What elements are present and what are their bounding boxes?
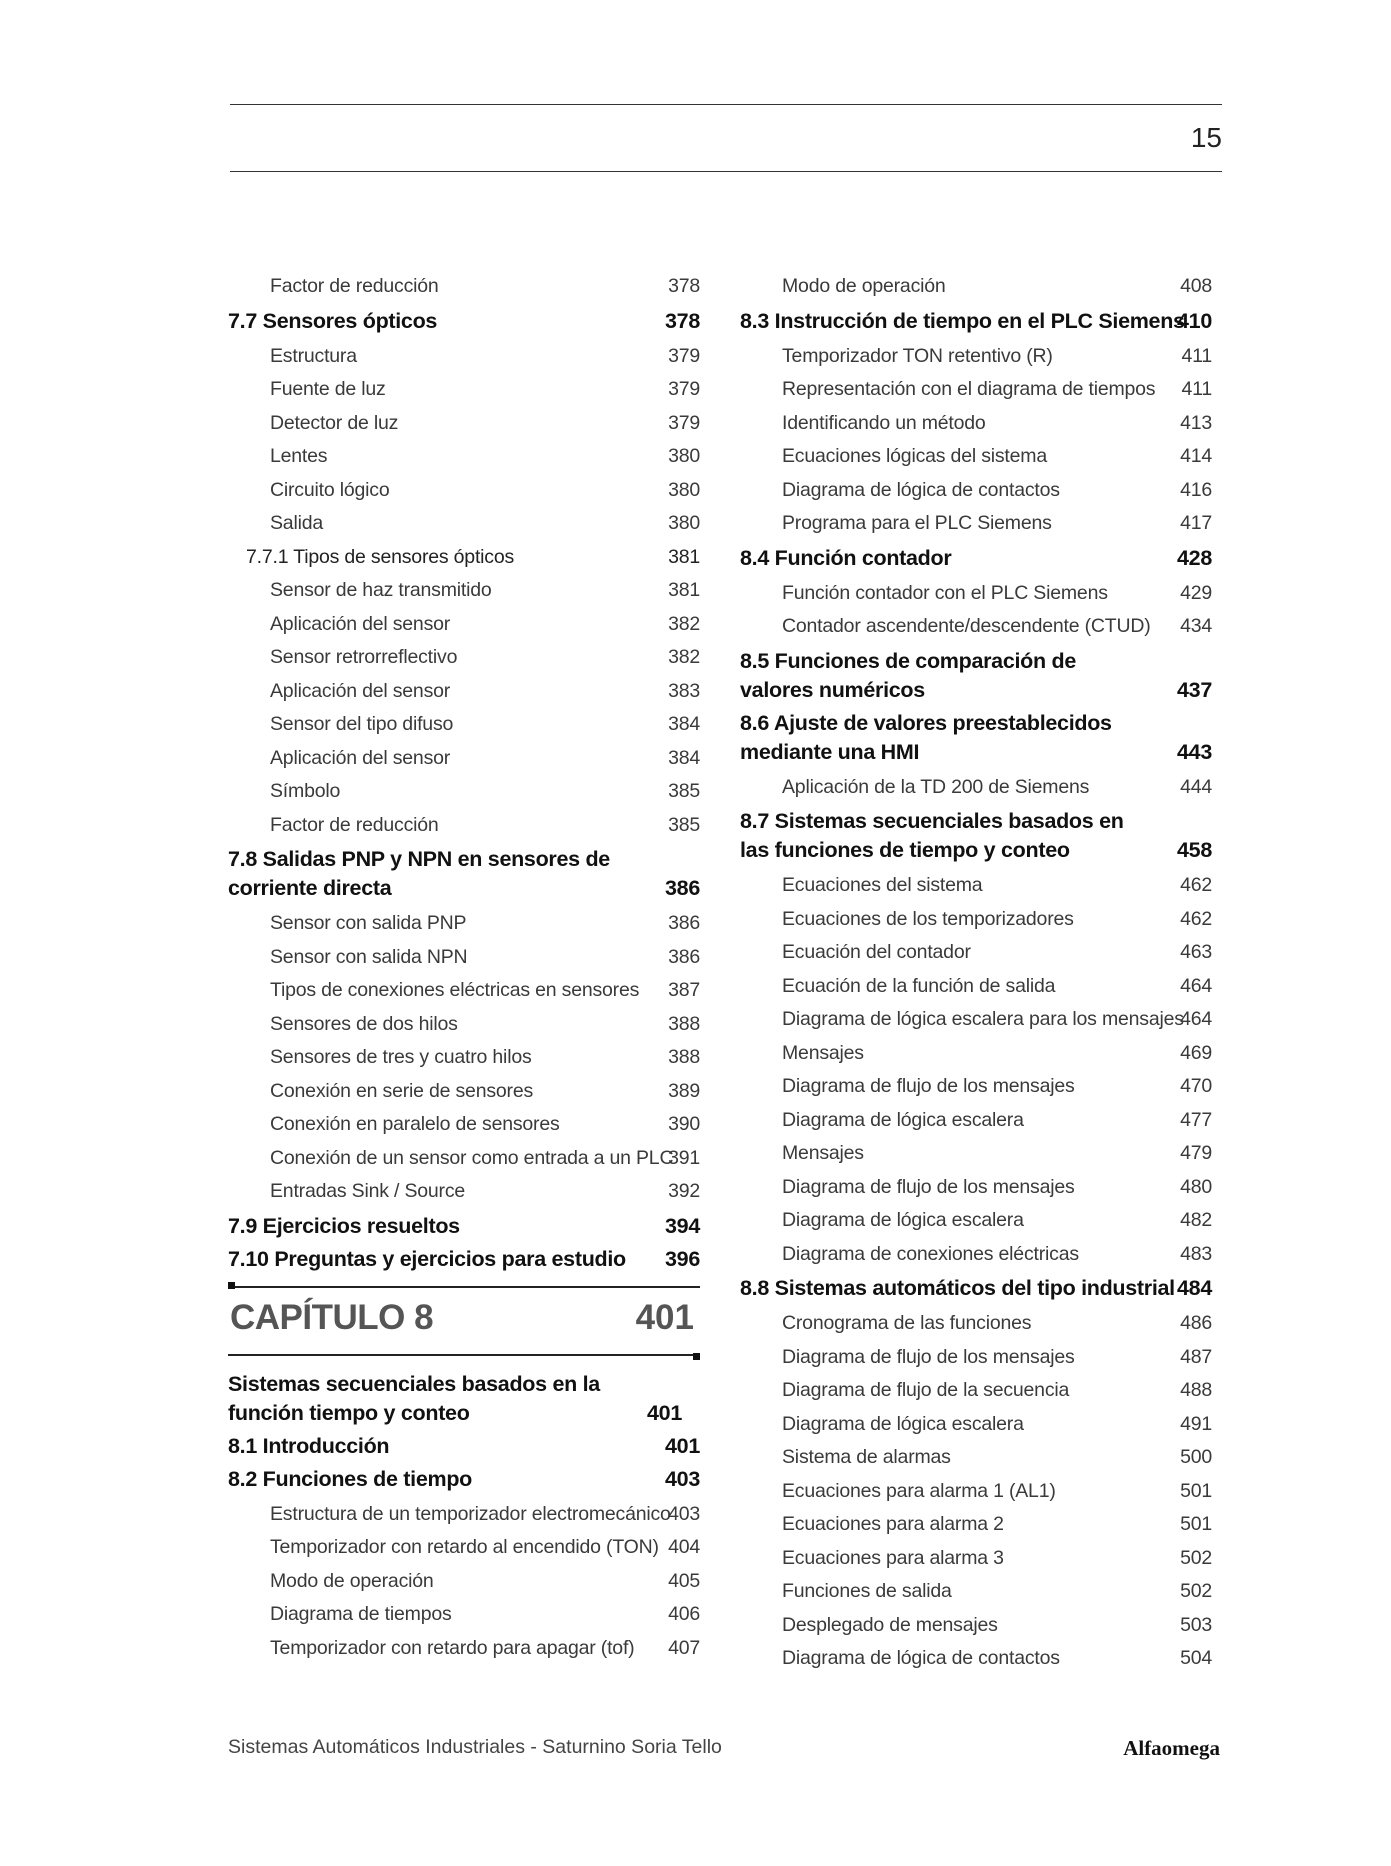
toc-entry-page: 378 <box>668 275 700 297</box>
toc-section-entry <box>228 1370 700 1428</box>
toc-subentry <box>782 1575 1212 1609</box>
toc-subentry <box>270 974 700 1008</box>
toc-entry-title: Diagrama de lógica escalera <box>782 1412 1024 1435</box>
toc-subentry <box>782 903 1212 937</box>
toc-entry-title: Circuito lógico <box>270 478 390 501</box>
chapter-title: CAPÍTULO 8 <box>230 1297 434 1337</box>
toc-subentry <box>270 1498 700 1532</box>
toc-subentry <box>782 936 1212 970</box>
toc-subentry <box>782 610 1212 644</box>
toc-entry-title: Representación con el diagrama de tiempos <box>782 378 1156 400</box>
toc-subentry <box>270 809 700 843</box>
toc-entry-page: 484 <box>1177 1276 1212 1300</box>
toc-entry-title: Sistemas secuenciales basados en la función tiempo y conteo <box>228 1371 600 1425</box>
toc-subentry <box>782 1341 1212 1375</box>
toc-entry-page: 479 <box>1180 1142 1212 1164</box>
toc-entry-title: Sensor del tipo difuso <box>270 713 454 735</box>
toc-entry-page: 444 <box>1180 775 1212 798</box>
toc-entry-page: 386 <box>668 912 700 934</box>
toc-entry-title: Diagrama de flujo de la secuencia <box>782 1379 1070 1401</box>
toc-entry-title: Diagrama de lógica escalera para los mensajes <box>782 1008 1184 1030</box>
toc-entry-page: 384 <box>668 746 700 769</box>
toc-entry-page: 380 <box>668 445 700 467</box>
toc-entry-title: Mensajes <box>782 1142 864 1164</box>
toc-entry-title: Aplicación del sensor <box>270 679 451 702</box>
toc-subentry <box>782 1070 1212 1104</box>
toc-section-entry <box>740 1274 1212 1303</box>
toc-entry-page: 501 <box>1180 1479 1212 1502</box>
toc-entry-page: 379 <box>668 411 700 434</box>
toc-subentry <box>782 407 1212 441</box>
toc-entry-title: Factor de reducción <box>270 275 439 297</box>
chapter-rule-marker-left <box>228 1282 235 1289</box>
toc-entry-page: 501 <box>1180 1513 1212 1535</box>
toc-entry-page: 379 <box>668 344 700 367</box>
toc-section-entry <box>228 1465 700 1494</box>
toc-subentry <box>782 1508 1212 1542</box>
toc-entry-page: 486 <box>1180 1312 1212 1334</box>
toc-entry-title: 7.9 Ejercicios resueltos <box>228 1213 460 1238</box>
page-number: 15 <box>1190 122 1222 153</box>
toc-subentry <box>782 1238 1212 1272</box>
toc-right-group <box>740 270 1212 1676</box>
toc-entry-title: Conexión en serie de sensores <box>270 1079 534 1102</box>
toc-subentry <box>270 1565 700 1599</box>
toc-entry-title: 8.3 Instrucción de tiempo en el PLC Siemens <box>740 308 1185 333</box>
toc-entry-page: 462 <box>1180 907 1212 930</box>
toc-entry-title: Mensajes <box>782 1041 864 1064</box>
toc-section-entry <box>228 307 700 336</box>
toc-subentry <box>270 507 700 541</box>
toc-entry-title: 8.4 Función contador <box>740 545 952 570</box>
toc-section-entry <box>740 307 1212 336</box>
toc-entry-page: 416 <box>1180 478 1212 501</box>
toc-subentry <box>270 474 700 508</box>
toc-subentry <box>270 373 700 407</box>
toc-entry-page: 470 <box>1180 1075 1212 1097</box>
toc-left-column <box>228 270 700 1665</box>
toc-subentry <box>270 941 700 975</box>
toc-section-entry <box>246 541 700 575</box>
toc-subentry <box>782 270 1212 304</box>
toc-subentry <box>270 1175 700 1209</box>
toc-right-column <box>740 270 1212 1676</box>
toc-entry-title: Aplicación del sensor <box>270 612 451 635</box>
toc-subentry <box>270 775 700 809</box>
toc-subentry <box>270 1142 700 1176</box>
toc-subentry <box>782 1137 1212 1171</box>
toc-entry-page: 405 <box>668 1569 700 1592</box>
toc-subentry <box>270 270 700 304</box>
toc-entry-title: Diagrama de lógica escalera <box>782 1108 1024 1131</box>
toc-entry-page: 500 <box>1180 1446 1212 1468</box>
toc-entry-page: 480 <box>1180 1175 1212 1198</box>
toc-entry-title: 7.10 Preguntas y ejercicios para estudio <box>228 1246 626 1271</box>
toc-subentry <box>782 474 1212 508</box>
toc-entry-title: Sensor retrorreflectivo <box>270 646 458 668</box>
toc-entry-page: 464 <box>1180 974 1212 997</box>
toc-entry-title: 7.7.1 Tipos de sensores ópticos <box>246 545 515 568</box>
footer-book-title: Sistemas Automáticos Industriales - Saturnino Soria Tello <box>228 1736 722 1758</box>
toc-entry-page: 458 <box>1177 838 1212 862</box>
toc-entry-title: Detector de luz <box>270 411 399 434</box>
toc-entry-page: 390 <box>668 1113 700 1135</box>
toc-entry-title: Fuente de luz <box>270 378 386 400</box>
toc-entry-page: 483 <box>1180 1242 1212 1265</box>
toc-entry-title: Ecuaciones para alarma 1 (AL1) <box>782 1479 1056 1502</box>
toc-subentry <box>270 574 700 608</box>
toc-entry-title: Temporizador TON retentivo (R) <box>782 344 1053 367</box>
footer-publisher-logo: Alfaomega <box>1123 1736 1220 1760</box>
toc-entry-page: 403 <box>668 1502 700 1525</box>
toc-subentry <box>270 407 700 441</box>
toc-entry-title: Ecuaciones para alarma 3 <box>782 1546 1004 1569</box>
toc-entry-page: 504 <box>1180 1647 1212 1669</box>
toc-entry-title: Programa para el PLC Siemens <box>782 512 1052 534</box>
toc-section-entry <box>228 1432 700 1461</box>
toc-entry-title: 8.2 Funciones de tiempo <box>228 1466 472 1491</box>
toc-subentry <box>782 1037 1212 1071</box>
toc-entry-page: 464 <box>1180 1008 1212 1030</box>
toc-subentry <box>782 340 1212 374</box>
toc-entry-title: Temporizador con retardo para apagar (tof) <box>270 1636 635 1659</box>
toc-entry-page: 386 <box>665 876 700 900</box>
toc-entry-page: 401 <box>665 1433 700 1458</box>
toc-entry-page: 388 <box>668 1046 700 1068</box>
toc-entry-title: Factor de reducción <box>270 813 439 836</box>
toc-entry-page: 391 <box>668 1146 700 1169</box>
toc-entry-title: Diagrama de flujo de los mensajes <box>782 1175 1075 1198</box>
toc-subentry <box>782 1204 1212 1238</box>
toc-subentry <box>270 1632 700 1666</box>
toc-left-group-b <box>228 1370 700 1666</box>
toc-entry-page: 411 <box>1181 378 1212 400</box>
toc-subentry <box>270 708 700 742</box>
toc-entry-page: 394 <box>665 1213 700 1238</box>
toc-left-group-a <box>228 270 700 1274</box>
toc-subentry <box>782 1642 1212 1676</box>
toc-entry-page: 381 <box>668 545 700 568</box>
toc-subentry <box>270 675 700 709</box>
toc-entry-title: Estructura <box>270 344 357 367</box>
toc-entry-title: Diagrama de tiempos <box>270 1603 452 1625</box>
toc-entry-page: 482 <box>1180 1209 1212 1231</box>
toc-entry-title: Tipos de conexiones eléctricas en sensores <box>270 979 640 1001</box>
toc-entry-page: 417 <box>1180 512 1212 534</box>
toc-entry-page: 378 <box>665 308 700 333</box>
toc-subentry <box>782 1171 1212 1205</box>
chapter-heading <box>228 1286 700 1356</box>
chapter-rule-marker-right <box>693 1353 700 1360</box>
toc-entry-title: Ecuaciones de los temporizadores <box>782 907 1074 930</box>
toc-section-entry <box>228 845 700 903</box>
toc-entry-page: 502 <box>1180 1546 1212 1569</box>
toc-subentry <box>782 1441 1212 1475</box>
toc-entry-page: 382 <box>668 612 700 635</box>
toc-entry-title: 8.7 Sistemas secuenciales basados en las funciones de tiempo y conteo <box>740 809 1124 862</box>
toc-entry-title: Ecuaciones del sistema <box>782 874 983 896</box>
toc-subentry <box>782 1408 1212 1442</box>
toc-entry-page: 488 <box>1180 1379 1212 1401</box>
toc-entry-title: Modo de operación <box>782 275 946 297</box>
toc-entry-page: 385 <box>668 813 700 836</box>
toc-subentry <box>782 970 1212 1004</box>
toc-entry-title: Estructura de un temporizador electromecánico <box>270 1502 671 1525</box>
toc-subentry <box>270 907 700 941</box>
toc-subentry <box>782 869 1212 903</box>
toc-entry-page: 381 <box>668 579 700 601</box>
toc-entry-title: Sensores de dos hilos <box>270 1012 458 1035</box>
toc-entry-title: Conexión de un sensor como entrada a un PLC <box>270 1146 674 1169</box>
toc-entry-page: 414 <box>1180 445 1212 467</box>
toc-entry-page: 382 <box>668 646 700 668</box>
toc-entry-title: Sensor con salida PNP <box>270 912 467 934</box>
toc-entry-page: 408 <box>1180 275 1212 297</box>
toc-entry-title: 8.1 Introducción <box>228 1433 390 1458</box>
toc-entry-title: 7.8 Salidas PNP y NPN en sensores de corriente directa <box>228 847 610 900</box>
toc-entry-page: 443 <box>1177 739 1212 764</box>
toc-subentry <box>782 1374 1212 1408</box>
toc-entry-page: 392 <box>668 1180 700 1202</box>
toc-entry-title: Identificando un método <box>782 411 986 434</box>
toc-subentry <box>270 1041 700 1075</box>
toc-entry-page: 406 <box>668 1603 700 1625</box>
toc-entry-page: 407 <box>668 1636 700 1659</box>
toc-subentry <box>270 340 700 374</box>
toc-entry-page: 477 <box>1180 1108 1212 1131</box>
toc-entry-title: Ecuaciones para alarma 2 <box>782 1513 1004 1535</box>
toc-entry-title: 7.7 Sensores ópticos <box>228 308 438 333</box>
toc-entry-title: Diagrama de conexiones eléctricas <box>782 1242 1079 1265</box>
toc-subentry <box>270 1108 700 1142</box>
toc-entry-title: Aplicación de la TD 200 de Siemens <box>782 775 1090 798</box>
toc-entry-title: Cronograma de las funciones <box>782 1312 1032 1334</box>
toc-entry-title: Conexión en paralelo de sensores <box>270 1113 560 1135</box>
toc-entry-page: 386 <box>668 945 700 968</box>
toc-entry-page: 462 <box>1180 874 1212 896</box>
toc-subentry <box>270 641 700 675</box>
toc-entry-page: 388 <box>668 1012 700 1035</box>
toc-subentry <box>782 1609 1212 1643</box>
toc-entry-page: 437 <box>1177 677 1212 702</box>
toc-entry-title: Diagrama de flujo de los mensajes <box>782 1345 1075 1368</box>
toc-subentry <box>782 1307 1212 1341</box>
toc-entry-title: Sensores de tres y cuatro hilos <box>270 1046 532 1068</box>
toc-subentry <box>270 1531 700 1565</box>
toc-entry-title: Temporizador con retardo al encendido (TON) <box>270 1536 659 1558</box>
toc-entry-title: Sistema de alarmas <box>782 1446 951 1468</box>
toc-entry-page: 502 <box>1180 1580 1212 1602</box>
toc-subentry <box>782 577 1212 611</box>
toc-subentry <box>270 1008 700 1042</box>
toc-subentry <box>782 1003 1212 1037</box>
toc-entry-title: Sensor de haz transmitido <box>270 579 492 601</box>
toc-entry-title: Diagrama de lógica escalera <box>782 1209 1024 1231</box>
toc-entry-page: 411 <box>1181 344 1212 367</box>
toc-subentry <box>270 742 700 776</box>
toc-entry-page: 389 <box>668 1079 700 1102</box>
toc-section-entry <box>740 709 1212 767</box>
toc-entry-title: 8.5 Funciones de comparación de valores numéricos <box>740 648 1076 702</box>
toc-entry-title: Sensor con salida NPN <box>270 945 468 968</box>
toc-subentry <box>270 440 700 474</box>
toc-entry-title: Funciones de salida <box>782 1580 952 1602</box>
chapter-page: 401 <box>635 1297 694 1337</box>
toc-subentry <box>782 1104 1212 1138</box>
toc-section-entry <box>228 1245 700 1274</box>
toc-entry-title: Desplegado de mensajes <box>782 1613 998 1636</box>
toc-entry-title: Diagrama de lógica de contactos <box>782 1647 1060 1669</box>
toc-entry-title: 8.8 Sistemas automáticos del tipo industrial <box>740 1276 1175 1300</box>
toc-entry-title: Diagrama de lógica de contactos <box>782 478 1060 501</box>
toc-section-entry <box>228 1212 700 1241</box>
toc-section-entry <box>740 544 1212 573</box>
toc-entry-page: 487 <box>1180 1345 1212 1368</box>
toc-entry-title: Ecuación del contador <box>782 941 971 963</box>
toc-entry-page: 434 <box>1180 615 1212 637</box>
toc-entry-page: 503 <box>1180 1613 1212 1636</box>
toc-entry-page: 380 <box>668 478 700 501</box>
toc-entry-page: 396 <box>665 1246 700 1271</box>
toc-entry-page: 401 <box>647 1400 682 1425</box>
toc-entry-title: Salida <box>270 512 324 534</box>
toc-entry-page: 463 <box>1180 941 1212 963</box>
toc-entry-page: 410 <box>1177 308 1212 333</box>
toc-entry-page: 429 <box>1180 581 1212 604</box>
header-top-rule <box>230 104 1222 105</box>
toc-subentry <box>270 1075 700 1109</box>
toc-entry-title: 8.6 Ajuste de valores preestablecidos mediante una HMI <box>740 710 1112 764</box>
toc-entry-title: Ecuación de la función de salida <box>782 974 1056 997</box>
toc-entry-title: Símbolo <box>270 780 341 802</box>
toc-subentry <box>782 771 1212 805</box>
toc-entry-page: 428 <box>1177 545 1212 570</box>
toc-entry-page: 469 <box>1180 1041 1212 1064</box>
toc-entry-title: Modo de operación <box>270 1569 434 1592</box>
toc-entry-title: Ecuaciones lógicas del sistema <box>782 445 1047 467</box>
toc-entry-title: Contador ascendente/descendente (CTUD) <box>782 615 1151 637</box>
toc-entry-page: 379 <box>668 378 700 400</box>
toc-entry-page: 491 <box>1180 1412 1212 1435</box>
toc-entry-page: 403 <box>665 1466 700 1491</box>
toc-subentry <box>270 1598 700 1632</box>
toc-entry-page: 380 <box>668 512 700 534</box>
toc-entry-title: Función contador con el PLC Siemens <box>782 581 1108 604</box>
toc-entry-page: 383 <box>668 679 700 702</box>
toc-section-entry <box>740 807 1212 865</box>
toc-subentry <box>270 608 700 642</box>
toc-entry-page: 387 <box>668 979 700 1001</box>
toc-subentry <box>782 373 1212 407</box>
toc-entry-title: Entradas Sink / Source <box>270 1180 466 1202</box>
toc-entry-page: 384 <box>668 713 700 735</box>
toc-entry-page: 385 <box>668 780 700 802</box>
toc-subentry <box>782 1542 1212 1576</box>
header-bottom-rule <box>230 171 1222 172</box>
toc-entry-page: 404 <box>668 1536 700 1558</box>
toc-entry-page: 413 <box>1180 411 1212 434</box>
toc-entry-title: Aplicación del sensor <box>270 746 451 769</box>
toc-section-entry <box>740 647 1212 705</box>
toc-entry-title: Diagrama de flujo de los mensajes <box>782 1075 1075 1097</box>
toc-entry-title: Lentes <box>270 445 328 467</box>
toc-subentry <box>782 507 1212 541</box>
toc-subentry <box>782 1475 1212 1509</box>
toc-subentry <box>782 440 1212 474</box>
